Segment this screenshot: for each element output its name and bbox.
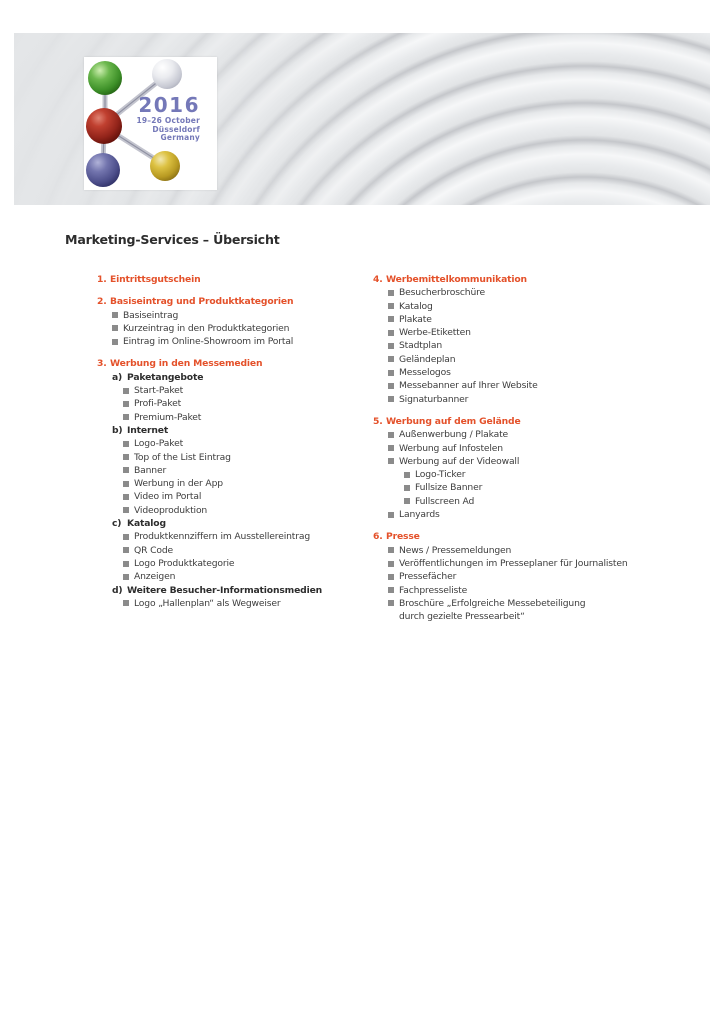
square-bullet-icon <box>388 396 394 402</box>
list-item <box>388 544 703 557</box>
logo-year: 2016 <box>138 93 200 117</box>
square-bullet-icon <box>388 343 394 349</box>
section-title: Eintrittsgutschein <box>110 274 201 285</box>
list-item <box>123 544 373 557</box>
list-item <box>123 437 373 450</box>
list-item-text: Geländeplan <box>399 353 456 365</box>
list-item <box>388 286 703 299</box>
list-item <box>388 339 703 352</box>
square-bullet-icon <box>123 414 129 420</box>
section-1 <box>97 273 373 286</box>
list-item <box>388 455 703 468</box>
list-item-text: Werbung auf der Videowall <box>399 455 520 467</box>
sphere-silver-icon <box>152 59 182 89</box>
column-right <box>373 273 703 623</box>
square-bullet-icon <box>388 303 394 309</box>
section-heading <box>373 530 703 543</box>
list-item <box>388 353 703 366</box>
sub-heading-text: Katalog <box>127 518 166 530</box>
list-item-text: Banner <box>134 464 167 476</box>
logo-dates: 19–26 October <box>136 116 200 125</box>
list-item-text: Werbe-Etiketten <box>399 327 471 339</box>
list-item <box>404 495 703 508</box>
list-item-text: Messebanner auf Ihrer Website <box>399 380 538 392</box>
sub-heading-label: a) <box>112 371 123 383</box>
square-bullet-icon <box>123 574 129 580</box>
sphere-blue-icon <box>86 153 120 187</box>
square-bullet-icon <box>388 561 394 567</box>
list-item <box>388 442 703 455</box>
list-item <box>388 428 703 441</box>
square-bullet-icon <box>123 454 129 460</box>
logo-text-block <box>136 95 200 143</box>
list-item-text: Broschüre „Erfolgreiche Messebeteiligung <box>399 597 586 609</box>
logo-city: Düsseldorf <box>152 124 200 134</box>
square-bullet-icon <box>388 600 394 606</box>
square-bullet-icon <box>404 485 410 491</box>
list-item <box>388 597 703 610</box>
square-bullet-icon <box>388 574 394 580</box>
list-item-text: Eintrag im Online-Showroom im Portal <box>123 336 294 348</box>
section-4 <box>373 273 703 406</box>
list-item-continuation: durch gezielte Pressearbeit“ <box>399 611 525 623</box>
list-item-text: Lanyards <box>399 509 440 521</box>
square-bullet-icon <box>388 370 394 376</box>
section-title: Basiseintrag und Produktkategorien <box>110 296 294 308</box>
list-item <box>112 322 373 335</box>
column-left <box>97 273 373 610</box>
list-item-text: Fachpresseliste <box>399 584 468 596</box>
list-item <box>388 313 703 326</box>
square-bullet-icon <box>388 330 394 336</box>
sub-heading-text: Internet <box>127 424 169 436</box>
list-item <box>388 508 703 521</box>
header-banner <box>14 33 710 205</box>
section-number: 3. <box>97 358 107 370</box>
square-bullet-icon <box>388 547 394 553</box>
list-item-text: Pressefächer <box>399 571 457 583</box>
section-number: 4. <box>373 274 383 285</box>
square-bullet-icon <box>123 441 129 447</box>
square-bullet-icon <box>112 339 118 345</box>
section-3 <box>97 357 373 610</box>
list-item-text: Fullsize Banner <box>415 482 483 494</box>
list-item-text: Profi-Paket <box>134 398 182 410</box>
sub-heading <box>112 371 373 384</box>
square-bullet-icon <box>388 383 394 389</box>
sub-heading-label: b) <box>112 424 123 436</box>
list-item-text: QR Code <box>134 544 174 556</box>
list-item <box>388 393 703 406</box>
list-item <box>123 504 373 517</box>
square-bullet-icon <box>388 290 394 296</box>
list-item-text: Werbung in der App <box>134 478 223 490</box>
sphere-red-icon <box>86 108 122 144</box>
square-bullet-icon <box>123 547 129 553</box>
square-bullet-icon <box>112 312 118 318</box>
list-item-text: Katalog <box>399 300 433 312</box>
square-bullet-icon <box>123 388 129 394</box>
square-bullet-icon <box>388 587 394 593</box>
list-item-text: Außenwerbung / Plakate <box>399 429 509 441</box>
list-item-text: News / Pressemeldungen <box>399 544 512 556</box>
list-item <box>123 397 373 410</box>
square-bullet-icon <box>123 507 129 513</box>
sphere-green-icon <box>88 61 122 95</box>
list-item <box>112 335 373 348</box>
square-bullet-icon <box>388 512 394 518</box>
list-item <box>388 379 703 392</box>
list-item-text: Video im Portal <box>134 491 202 503</box>
sub-heading <box>112 424 373 437</box>
k2016-logo <box>84 57 217 190</box>
list-item <box>388 366 703 379</box>
section-heading <box>97 357 373 370</box>
list-item-text: Logo Produktkategorie <box>134 557 235 569</box>
section-title: Presse <box>386 531 420 543</box>
list-item-text: Basiseintrag <box>123 309 179 321</box>
section-heading <box>97 273 373 286</box>
list-item-text: Logo-Paket <box>134 438 184 450</box>
list-item-text: Messelogos <box>399 367 451 379</box>
list-item-text: Signaturbanner <box>399 393 469 405</box>
square-bullet-icon <box>404 498 410 504</box>
list-item-text: Veröffentlichungen im Presseplaner für Journalisten <box>399 557 628 569</box>
sub-heading-label: c) <box>112 518 122 530</box>
square-bullet-icon <box>123 401 129 407</box>
sphere-yellow-icon <box>150 151 180 181</box>
list-item-text: Stadtplan <box>399 340 442 352</box>
square-bullet-icon <box>123 534 129 540</box>
section-heading <box>373 273 703 286</box>
list-item-text: Top of the List Eintrag <box>134 451 231 463</box>
section-number: 6. <box>373 531 383 543</box>
section-heading <box>373 415 703 428</box>
square-bullet-icon <box>123 467 129 473</box>
list-item <box>112 309 373 322</box>
list-item <box>388 557 703 570</box>
square-bullet-icon <box>388 356 394 362</box>
list-item-text: Logo „Hallenplan“ als Wegweiser <box>134 597 281 609</box>
list-item <box>123 411 373 424</box>
list-item-text: Premium-Paket <box>134 411 202 423</box>
section-title: Werbemittelkommunikation <box>386 274 527 285</box>
list-item-text: Anzeigen <box>134 571 176 583</box>
list-item-text: Logo-Ticker <box>415 469 466 481</box>
square-bullet-icon <box>123 561 129 567</box>
list-item <box>404 468 703 481</box>
square-bullet-icon <box>112 325 118 331</box>
square-bullet-icon <box>123 481 129 487</box>
section-heading <box>97 295 373 308</box>
list-item-text: Plakate <box>399 313 432 325</box>
sub-heading <box>112 517 373 530</box>
section-number: 1. <box>97 274 107 285</box>
square-bullet-icon <box>123 494 129 500</box>
sub-heading-text: Paketangebote <box>127 371 204 383</box>
section-title: Werbung auf dem Gelände <box>386 415 521 427</box>
list-item <box>123 384 373 397</box>
list-item <box>388 584 703 597</box>
square-bullet-icon <box>388 316 394 322</box>
square-bullet-icon <box>404 472 410 478</box>
sub-heading <box>112 584 373 597</box>
list-item <box>123 477 373 490</box>
sub-heading-label: d) <box>112 584 123 596</box>
section-title: Werbung in den Messemedien <box>110 358 263 370</box>
section-number: 2. <box>97 296 107 308</box>
list-item <box>123 570 373 583</box>
section-6 <box>373 530 703 623</box>
square-bullet-icon <box>388 432 394 438</box>
list-item-text: Produktkennziffern im Ausstellereintrag <box>134 531 311 543</box>
list-item <box>123 490 373 503</box>
list-item <box>123 451 373 464</box>
list-item <box>123 557 373 570</box>
list-item-text: Besucherbroschüre <box>399 287 486 299</box>
list-item <box>123 464 373 477</box>
square-bullet-icon <box>123 600 129 606</box>
list-item-text: Videoproduktion <box>134 504 208 516</box>
list-item <box>388 326 703 339</box>
list-item <box>388 300 703 313</box>
list-item <box>404 481 703 494</box>
square-bullet-icon <box>388 458 394 464</box>
square-bullet-icon <box>388 445 394 451</box>
list-item-text: Start-Paket <box>134 385 184 397</box>
section-2 <box>97 295 373 348</box>
sub-heading-text: Weitere Besucher-Informationsmedien <box>127 584 323 596</box>
list-item <box>123 597 373 610</box>
page-title: Marketing-Services – Übersicht <box>65 232 280 247</box>
list-item-text: Kurzeintrag in den Produktkategorien <box>123 322 290 334</box>
logo-country: Germany <box>160 133 200 143</box>
list-item <box>388 570 703 583</box>
list-item <box>123 530 373 543</box>
section-number: 5. <box>373 415 383 427</box>
list-item-text: Werbung auf Infostelen <box>399 442 503 454</box>
section-5 <box>373 415 703 521</box>
list-item-text: Fullscreen Ad <box>415 495 475 507</box>
